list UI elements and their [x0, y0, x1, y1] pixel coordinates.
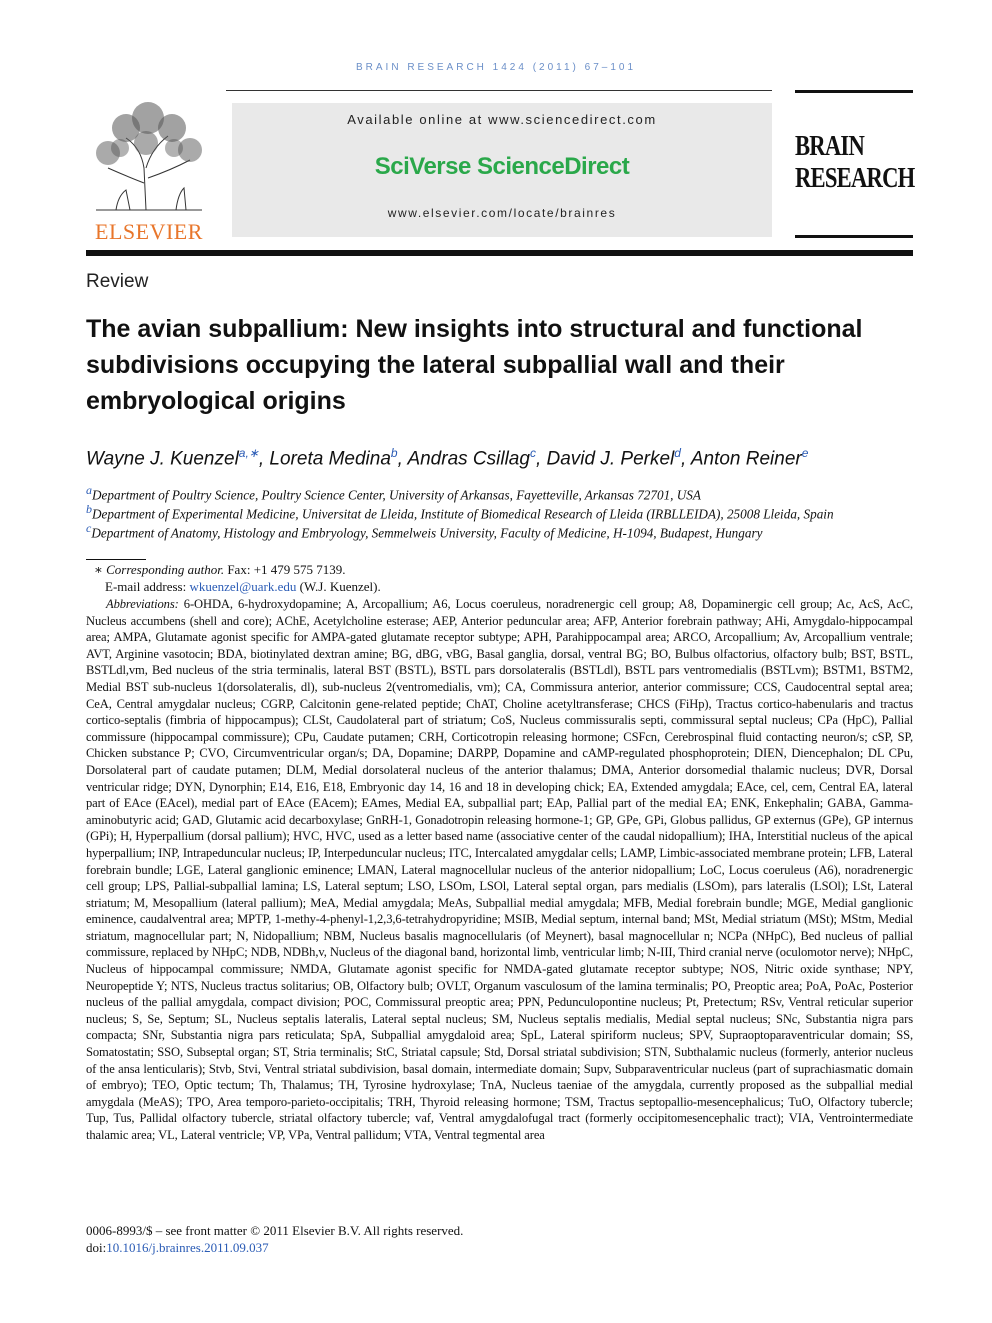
- issn-copyright: 0006-8993/$ – see front matter © 2011 Elsevier B.V. All rights reserved.: [86, 1223, 464, 1238]
- article-title: The avian subpallium: New insights into structural and functional subdivisions occupying the lateral subpallial wall and their embryological origins: [86, 315, 863, 415]
- author-sep: ,: [680, 448, 691, 470]
- author-name: Wayne J. Kuenzel: [86, 448, 239, 470]
- doi-line: [86, 1239, 463, 1256]
- email-link[interactable]: wkuenzel@uark.edu: [189, 579, 297, 594]
- journal-brand-line2: RESEARCH: [795, 162, 915, 194]
- affiliation-text: Department of Experimental Medicine, Universitat de Lleida, Institute of Biomedical Research of Lleida (IRBLLEIDA), 25008 Lleida, Spain: [92, 506, 834, 522]
- header-rule: [226, 90, 772, 91]
- author-sup[interactable]: d: [674, 446, 681, 460]
- email-note: [86, 579, 932, 595]
- affiliation-sup: c: [86, 521, 92, 535]
- corresponding-label: ∗ Corresponding author.: [94, 562, 225, 577]
- article-footer: [86, 1222, 463, 1256]
- header-divider: [86, 250, 913, 256]
- section-label: Review: [86, 271, 149, 292]
- journal-brand: [795, 130, 915, 194]
- author-sep: ,: [258, 448, 270, 470]
- author-list: [86, 446, 916, 470]
- email-label: E-mail address:: [105, 579, 190, 594]
- doi-label: doi:: [86, 1240, 107, 1255]
- doi-link[interactable]: 10.1016/j.brainres.2011.09.037: [106, 1240, 269, 1255]
- abbreviations-lead: Abbreviations:: [106, 597, 179, 611]
- author-sup[interactable]: b: [390, 446, 398, 460]
- affiliation-sup: a: [86, 483, 92, 497]
- affiliation: [86, 483, 926, 503]
- email-suffix: (W.J. Kuenzel).: [296, 579, 381, 594]
- journal-brand-rule-bottom: [795, 235, 913, 238]
- available-online-text: Available online at www.sciencedirect.com: [347, 112, 657, 127]
- affiliation-text: Department of Poultry Science, Poultry Science Center, University of Arkansas, Fayetteville, Arkansas 72701, USA: [92, 487, 701, 503]
- journal-brand-line1: BRAIN: [795, 130, 865, 162]
- author-sup[interactable]: a,∗: [238, 446, 259, 460]
- affiliation: [86, 521, 926, 541]
- author-name: Anton Reiner: [690, 448, 802, 470]
- affiliation-sup: b: [86, 502, 92, 516]
- abbreviations-block: [86, 596, 913, 1144]
- author-sep: ,: [397, 448, 408, 470]
- sciencedirect-brand[interactable]: SciVerse ScienceDirect: [374, 153, 630, 180]
- author-name: Loreta Medina: [269, 448, 391, 470]
- author-name: Andras Csillag: [407, 448, 530, 470]
- corresponding-author-note: [86, 562, 921, 578]
- author-sup[interactable]: c: [529, 446, 536, 460]
- elsevier-wordmark: ELSEVIER: [95, 219, 203, 244]
- author-sup[interactable]: e: [801, 446, 809, 460]
- affiliation-text: Department of Anatomy, Histology and Embryology, Semmelweis University, Faculty of Medicine, H-1094, Budapest, Hungary: [91, 525, 763, 541]
- author-name: David J. Perkel: [546, 448, 675, 470]
- affiliation: [86, 502, 926, 522]
- corresponding-fax: Fax: +1 479 575 7139.: [224, 562, 346, 577]
- author-sep: ,: [535, 448, 547, 470]
- sciencedirect-banner: [232, 103, 772, 237]
- abbreviations-text: 6-OHDA, 6-hydroxydopamine; A, Arcopallium; A6, Locus coeruleus, noradrenergic cell group; A8, Dopaminergic cell group; Ac, AcS, AcC, Nucleus accumbens (shell and core); AChE, Acetylcholine esterase; AEP, Anterior peduncular area; AFP, Anterior forebrain pathway; AHi, Amygdalo-hippocampal area; AMPA, Glutamate agonist specific for AMPA-gated glutamate receptor subtype; APH, Parahippocampal area; ARCO, Arcopallium; Av, Arcopallium ventrale; AVT, Arginine vasotocin; BDA, biotinylated dextran amine; BG, dBG, vBG, Basal ganglia, dorsal, ventral BG; BO, Bulbus olfactorius, olfactory bulb; BST, BSTL, BSTLdl,vm, Bed nucleus of the stria terminalis, lateral BST (BSTL), BSTL pars dorsolateralis (BSTLdl), BSTL pars ventromedialis (BSTLvm); BSTM1, BSTM2, Medial BST sub-nucleus 1(dorsolateralis, dl), sub-nucleus 2(ventromedialis, vm); CA, Commissura anterior, anterior commissure; CCS, Caudocentral septal area; CeA, Central amygdalar nucleus; CGRP, Calcitonin gene-related peptide; ChAT, Choline acetyltransferase; CHCS (FiHp), Tractus cortico-habenularis and tractus cortico-septalis (fimbria of hippocampus); CLSt, Caudolateral part of striatum; CoS, Nucleus commissuralis septi, commissural septal nucleus; CPa (HpC), Pallial commissure (hippocampal commissure); CPu, Caudate putamen; CRH, Corticotropin releasing hormone; CSFcn, Cerebrospinal fluid contacting neuron/s; cSP, SP, Chicken substance P; CVO, Circumventricular organ/s; DA, Dopamine; DARPP, Dopamine and cAMP-regulated phosphoprotein; DIEN, Diencephalon; DL CPu, Dorsolateral part of caudate putamen; DLM, Medial dorsolateral nucleus of the anterior thalamus; DMA, Anterior dorsomedial thalamic nucleus; DVR, Dorsal ventricular ridge; DYN, Dynorphin; E14, E16, E18, Embryonic day 14, 16 and 18 in developing chick; EA, Extended amygdala; EAce, cel, cem, Central EA, lateral part of EAce (EAcel), medial part of EAce (EAcem); EAmes, Medial EA, subpallial part; EAp, Pallial part of the medial EA; ENK, Enkephalin; GABA, Gamma-aminobutyric acid; GAD, Glutamic acid decarboxylase; GnRH-1, Gonadotropin releasing hormone-1; GP, GPe, GPi, Globus pallidus, GP externus (GPe), GP internus (GPi); H, Hyperpallium (dorsal pallium); HVC, HVC, used as a letter based name (associative center of the caudal nidopallium); IHA, Interstitial nucleus of the apical hyperpallium; INP, Intrapeduncular nucleus; IP, Interpeduncular nucleus; ITC, Intercalated amygdalar cells; LAMP, Limbic-associated membrane protein; LFB, Lateral forebrain bundle; LGE, Lateral ganglionic eminence; LMAN, Lateral magnocellular nucleus of the anterior nidopallium; LoC, Locus coeruleus (A6), noradrenergic cell group; LPS, Pallial-subpallial lamina; LS, Lateral septum; LSO, LSOm, LSOl, Lateral septal organ, pars medialis (LSOm), pars lateralis (LSOl); LSt, Lateral striatum; M, Mesopallium (lateral pallium); MeA, Medial amygdala; MeAs, Subpallial medial amygdala; MFB, Medial forebrain bundle; MGE, Medial ganglionic eminence, caudalventral area; MPTP, 1-methy-4-phenyl-1,2,3,6-tetrahydropyridine; MSIB, Medial septum, internal band; MSt, Medial striatum (MSt); MStm, Medial striatum, magnocellular part; N, Nidopallium; NBM, Nucleus basalis magnocellularis (of Meynert), basal magnocellular n; NCPa (NHpC), Bed nucleus of pallial commissure, replaced by NHpC; NDB, NDBh,v, Nucleus of the diagonal band, horizontal limb, ventricular limb; N-III, Third cranial nerve (oculomotor nerve); NHpC, Nucleus of hippocampal commissure; NMDA, Glutamate agonist specific for NMDA-gated glutamate receptor subtype; NOS, Nitric oxide synthase; NPY, Neuropeptide Y; NTS, Nucleus tractus solitarius; OB, Olfactory bulb; OVLT, Organum vasculosum of the lamina terminalis; PO, Preoptic area; PoA, PoAc, Posterior nucleus of the pallial amygdala, compact division; POC, Commissural preoptic area; PPN, Pedunculopontine nucleus; Pt, Pretectum; RSv, Ventral reticular superior nucleus; S, Se, Septum; SL, Nucleus septalis lateralis, Lateral septal nucleus; SM, Nucleus septalis medialis, Medial septal nucleus; SNc, Substantia nigra pars compacta; SNr, Substantia nigra pars reticulata; SpA, Subpallial amygdaloid area; SpL, Lateral spiriform nucleus; SPV, Supraoptoparaventricular domain; SS, Somatostatin; SSO, Subseptal organ; ST, Stria terminalis; StC, Striatal capsule; Std, Dorsal striatal subdivision; STN, Subthalamic nucleus (formerly, anterior nucleus of the ansa lenticularis); Stvb, Stvi, Ventral striatal subdivision, basal domain, intermediate domain; Supv, Subparaventricular nucleus (part of suprachiasmatic domain of embryo); TEO, Optic tectum; Th, Thalamus; TH, Tyrosine hydroxylase; TnA, Nucleus taeniae of the amygdala, currently proposed as the subpallial medial amygdala (MeAS); TPO, Area temporo-parieto-occipitalis; TRH, Thyroid releasing hormone; TSM, Tractus septopallio-mesencephalicus; TuO, Olfactory tubercle; Tup, Tus, Pallidal olfactory tubercle, striatal olfactory tubercle; vaf, Ventral amygdalofugal tract (formerly occipitomesencephalic tract); VIA, Ventrointermediate thalamic area; VL, Lateral ventricle; VP, VPa, Ventral pallidum; VTA, Ventral tegmental area: [86, 597, 913, 1142]
- journal-reference: BRAIN RESEARCH 1424 (2011) 67–101: [355, 62, 637, 73]
- footnote-rule: [86, 559, 146, 560]
- journal-brand-rule-top: [795, 90, 913, 93]
- journal-url[interactable]: www.elsevier.com/locate/brainres: [387, 206, 617, 220]
